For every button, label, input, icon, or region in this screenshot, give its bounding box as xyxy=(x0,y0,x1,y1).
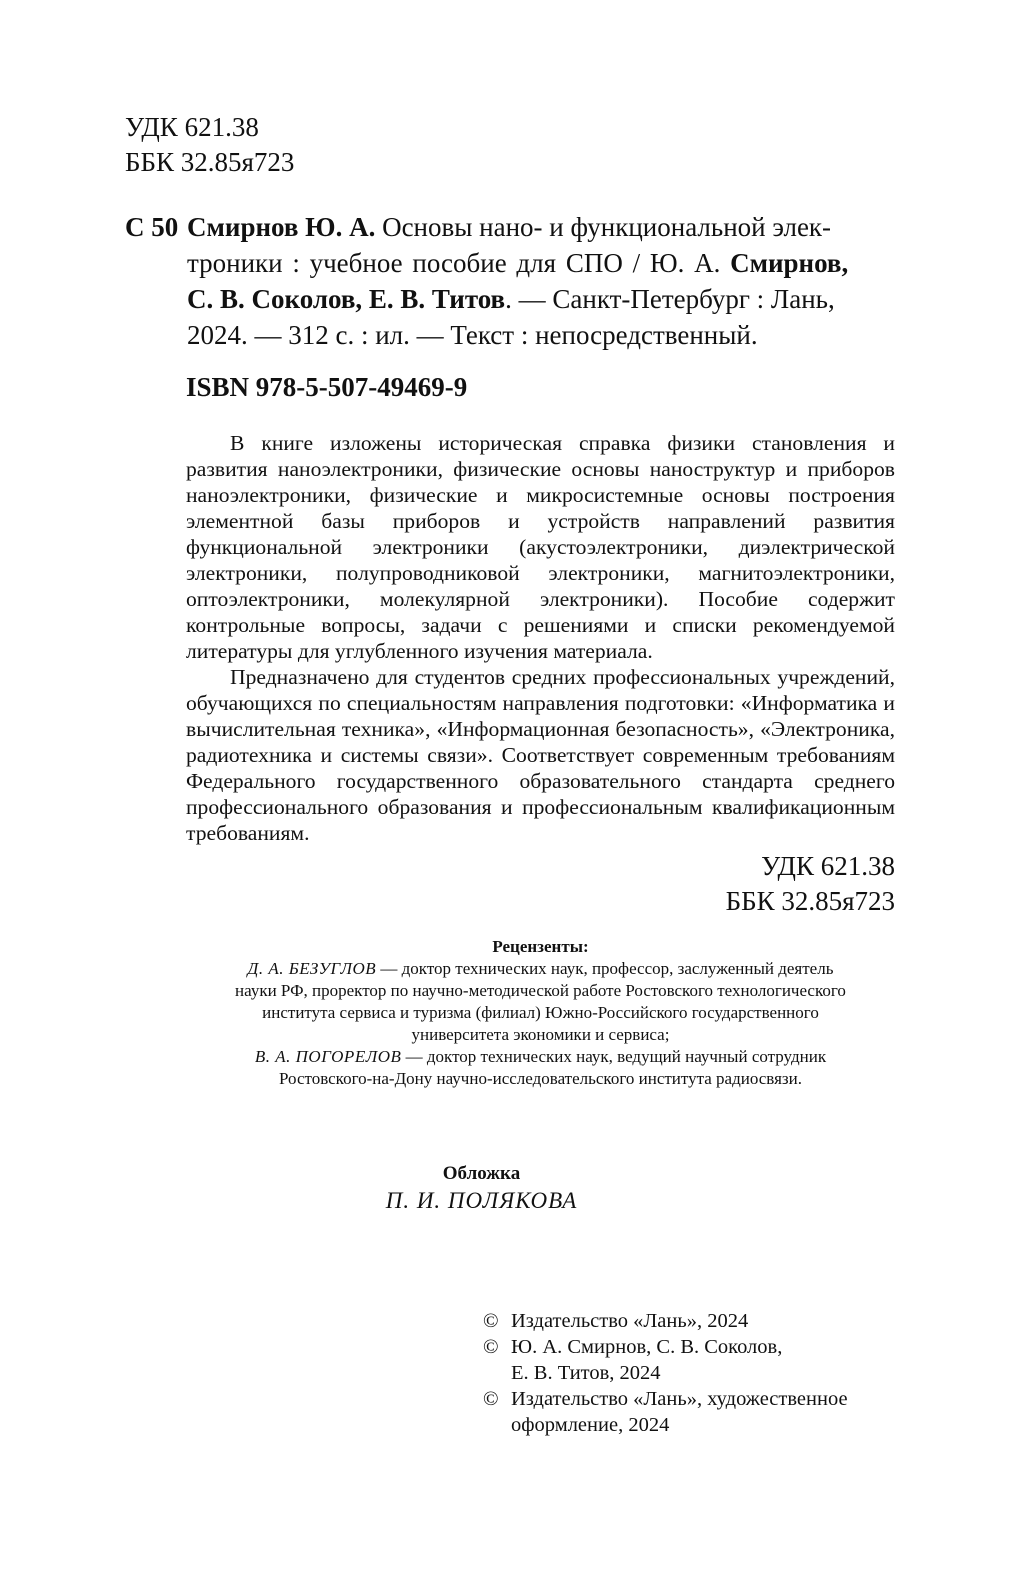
citation-line-2: троники : учебное пособие для СПО / Ю. А. xyxy=(187,248,731,278)
reviewer-2-name: В. А. ПОГОРЕЛОВ xyxy=(254,1047,402,1066)
reviewer-2-line-1: — доктор технических наук, ведущий научный сотрудник xyxy=(401,1047,827,1066)
copyright-3-line-1: Издательство «Лань», художественное xyxy=(511,1388,848,1410)
reviewer-1-name: Д. А. БЕЗУГЛОВ xyxy=(247,959,377,978)
copyright-block xyxy=(483,1308,848,1438)
classification-top xyxy=(125,110,294,180)
citation-line-4: 2024. — 312 с. : ил. — Текст : непосредственный. xyxy=(187,320,758,350)
abstract-paragraph-1: В книге изложены историческая справка физики становления и развития наноэлектроники, физические основы наноструктур и приборов наноэлектроники, физические и микросистемные основы построения элементной базы приборов и устройств направлений развития функциональной электроники (акустоэлектроники, диэлектрической электроники, полупроводниковой электроники, магнитоэлектроники, оптоэлектроники, молекулярной электроники). Пособие содержит контрольные вопросы, задачи с решениями и списки рекомендуемой литературы для углубленного изучения материала. xyxy=(186,431,895,663)
reviewer-1-line-4: университета экономики и сервиса; xyxy=(411,1025,670,1044)
reviewer-1-line-1: — доктор технических наук, профессор, заслуженный деятель xyxy=(376,959,834,978)
copyright-icon: © xyxy=(483,1388,499,1410)
cover-designer: П. И. ПОЛЯКОВА xyxy=(385,1188,578,1213)
cover-heading: Обложка xyxy=(442,1163,521,1184)
copyright-icon: © xyxy=(483,1310,499,1332)
bbk-code: ББК 32.85я723 xyxy=(125,147,295,177)
citation-body xyxy=(187,209,895,353)
isbn: ISBN 978-5-507-49469-9 xyxy=(186,372,468,402)
citation-author-repeat: Смирнов, xyxy=(730,248,849,278)
udk-code: УДК 621.38 xyxy=(125,112,259,142)
citation-publisher: . — Санкт-Петербург : Лань, xyxy=(505,284,835,314)
copyright-3-line-2: оформление, 2024 xyxy=(511,1414,670,1436)
cover-credit xyxy=(186,1162,895,1216)
author-mark: С 50 xyxy=(125,212,179,242)
bbk-code-bottom: ББК 32.85я723 xyxy=(725,886,895,916)
abstract-paragraph-2: Предназначено для студентов средних профессиональных учреждений, обучающихся по специальностям направления подготовки: «Информатика и вычислительная техника», «Информационная безопасность», «Электроника, радиотехника и системы связи». Соответствует современным требованиям Федерального государственного образовательного стандарта среднего профессионального образования и профессиональным квалификационным требованиям. xyxy=(186,665,895,845)
abstract xyxy=(186,430,895,846)
reviewers xyxy=(186,936,895,1090)
copyright-2-line-1: Ю. А. Смирнов, С. В. Соколов, xyxy=(511,1336,783,1358)
classification-bottom xyxy=(726,849,895,919)
citation-title-part: Основы нано- и функциональной элек- xyxy=(375,212,832,242)
reviewer-1-line-2: науки РФ, проректор по научно-методической работе Ростовского технологического xyxy=(235,981,846,1000)
udk-code-bottom: УДК 621.38 xyxy=(761,851,895,881)
copyright-icon: © xyxy=(483,1336,499,1358)
copyright-2-line-2: Е. В. Титов, 2024 xyxy=(511,1362,661,1384)
citation-coauthors: С. В. Соколов, Е. В. Титов xyxy=(187,284,506,314)
reviewer-2-line-2: Ростовского-на-Дону научно-исследовательского института радиосвязи. xyxy=(279,1069,802,1088)
copyright-1: Издательство «Лань», 2024 xyxy=(511,1310,749,1332)
reviewer-1-line-3: института сервиса и туризма (филиал) Южно-Российского государственного xyxy=(262,1003,819,1022)
reviewers-heading: Рецензенты: xyxy=(492,937,589,956)
citation-author: Смирнов Ю. А. xyxy=(187,212,376,242)
